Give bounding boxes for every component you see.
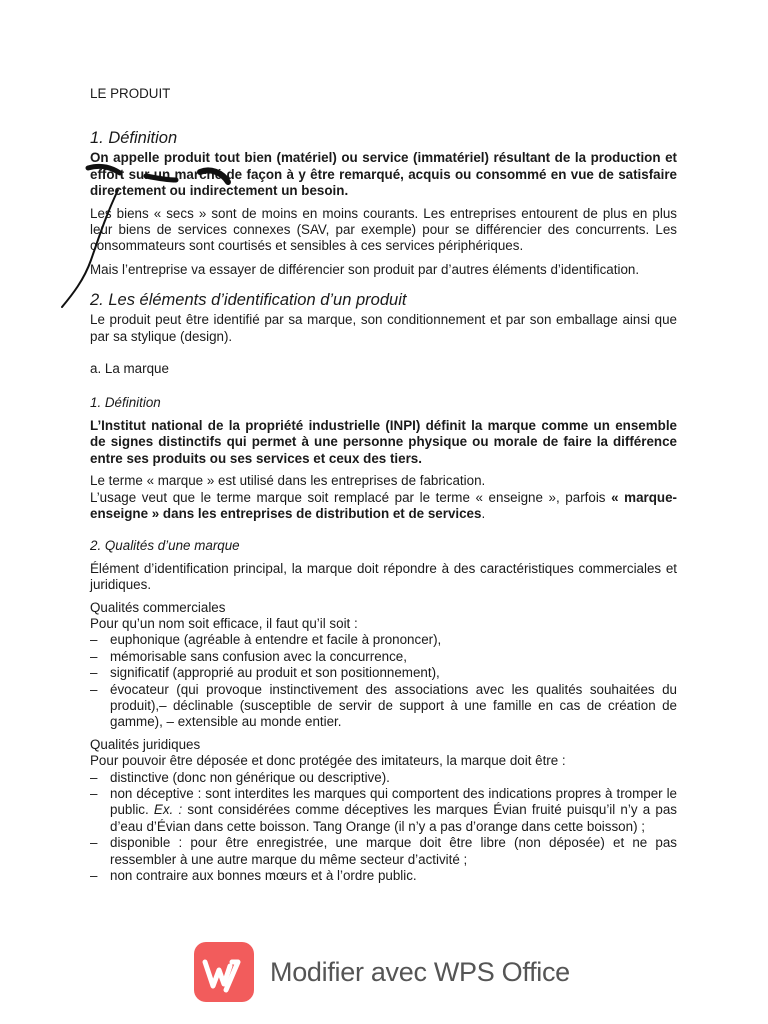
commercial-heading: Qualités commerciales — [90, 599, 226, 615]
subsection-a-title: a. La marque — [90, 361, 169, 377]
section-1-title: 1. Définition — [90, 129, 178, 148]
list-item: – distinctive (donc non générique ou descriptive). — [90, 770, 677, 786]
product-definition: On appelle produit tout bien (matériel) ou service (immatériel) résultant de la production et effort sur un marché de façon à y être remarqué, acquis ou consommé en vue de satisfaire directement ou indirectement un besoin. — [90, 150, 677, 199]
wps-logo-icon — [194, 942, 254, 1002]
identification-intro: Le produit peut être identifié par sa marque, son conditionnement et par son emballage ainsi que par sa stylique (design). — [90, 312, 677, 344]
differentiation-paragraph: Mais l’entreprise va essayer de différencier son produit par d’autres éléments d’identification. — [90, 261, 640, 277]
example-label: Ex. : — [153, 802, 183, 818]
juridique-list — [90, 770, 677, 885]
list-item — [90, 786, 677, 835]
qualites-intro: Élément d’identification principal, la marque doit répondre à des caractéristiques commerciales et juridiques. — [90, 560, 677, 593]
services-paragraph: Les biens « secs » sont de moins en moins courants. Les entreprises entourent de plus en plus leur biens de services connexes (SAV, par exemple) pour se différencier des concurrents. Les consommateurs sont courtisés et sensibles à ces services périphériques. — [90, 205, 677, 254]
document-page — [90, 86, 677, 884]
marque-usage-line1: Le terme « marque » est utilisé dans les entreprises de fabrication. — [90, 473, 486, 489]
deceptive-example: sont considérées comme déceptives les marques Évian fruité puisqu’il n’y a pas d’eau d’Évian dans cette boisson. Tang Orange (il n’y a pas d’orange dans cette boisson) ; — [110, 802, 677, 834]
marque-usage-text: L’usage veut que le terme marque soit remplacé par le terme « enseigne », parfois — [90, 489, 612, 505]
commercial-list — [90, 632, 677, 730]
list-item: – mémorisable sans confusion avec la concurrence, — [90, 649, 677, 665]
list-item: – significatif (approprié au produit et son positionnement), — [90, 665, 677, 681]
juridique-heading: Qualités juridiques — [90, 736, 201, 752]
qualites-title: 2. Qualités d’une marque — [90, 538, 240, 554]
document-title: LE PRODUIT — [90, 86, 171, 101]
commercial-intro: Pour qu’un nom soit efficace, il faut qu’il soit : — [90, 615, 358, 631]
inpi-definition: L’Institut national de la propriété industrielle (INPI) définit la marque comme un ensemble de signes distinctifs qui permet à une personne physique ou morale de faire la différence entre ses produits ou ses services et ceux des tiers. — [90, 417, 677, 466]
deceptive-text: non déceptive : sont interdites les marques qui comportent des indications propres à tromper le public. — [110, 786, 677, 818]
marque-usage-line2 — [90, 490, 677, 523]
marque-usage-period: . — [481, 505, 486, 521]
wps-banner[interactable] — [194, 942, 570, 1002]
wps-banner-label: Modifier avec WPS Office — [270, 956, 570, 987]
list-item: – évocateur (qui provoque instinctivement des associations avec les qualités souhaitées du produit),– déclinable (susceptible de servir de support à une famille en cas de création de gamme), – extensible au monde entier. — [90, 682, 677, 731]
list-item: – non contraire aux bonnes mœurs et à l’ordre public. — [90, 868, 677, 884]
list-item: – euphonique (agréable à entendre et facile à prononcer), — [90, 632, 677, 648]
marque-enseigne-term: « marque-enseigne » dans les entreprises de distribution et de services — [90, 489, 677, 521]
juridique-intro: Pour pouvoir être déposée et donc protégée des imitateurs, la marque doit être : — [90, 753, 566, 769]
list-item: – disponible : pour être enregistrée, une marque doit être libre (non déposée) et ne pas ressembler à une autre marque du même secteur d’activité ; — [90, 835, 677, 868]
section-2-title: 2. Les éléments d’identification d’un produit — [90, 291, 407, 310]
marque-definition-title: 1. Définition — [90, 395, 161, 411]
